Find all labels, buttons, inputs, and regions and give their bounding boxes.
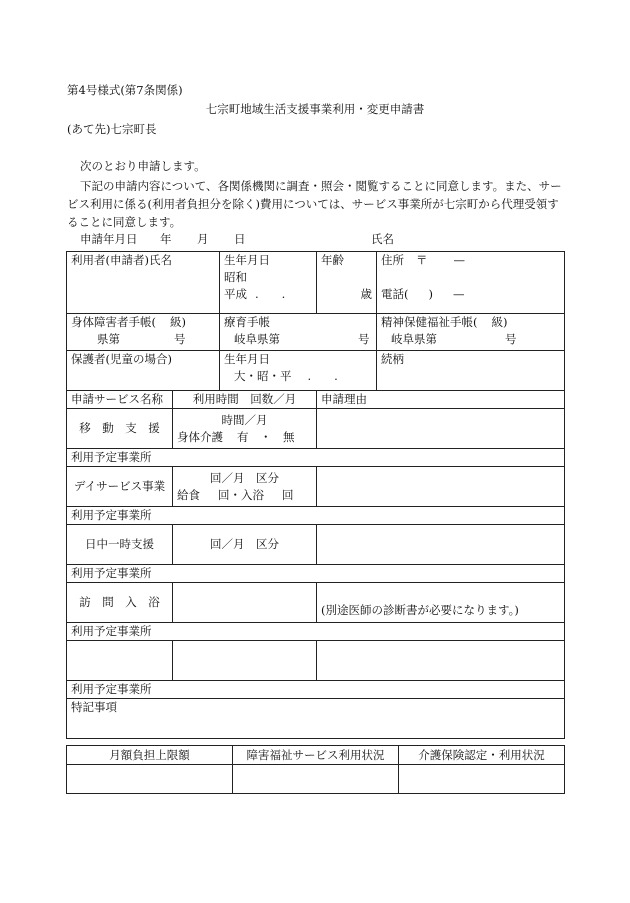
extra-service-reason-cell[interactable]	[317, 641, 565, 681]
form-number: 第4号様式(第7条関係)	[67, 83, 183, 97]
date-label: 申請年月日	[80, 232, 138, 246]
age-unit: 歳	[360, 287, 373, 301]
year-label: 年	[160, 232, 172, 246]
physical-handbook-label: 身体障害者手帳(	[71, 315, 156, 329]
phone-dash: —	[453, 287, 465, 301]
extra-office-row[interactable]	[67, 681, 565, 699]
meal-label: 給食	[177, 487, 200, 502]
era-heisei: 平成	[224, 287, 248, 301]
day-service-reason-cell[interactable]	[317, 467, 565, 507]
birth-date-cell[interactable]	[220, 252, 317, 314]
visiting-bath-name: 訪 問 入 浴	[67, 583, 173, 623]
month-label: 月	[197, 232, 209, 246]
intro-line: 次のとおり申請します。	[80, 159, 206, 173]
physical-num: 号	[174, 332, 186, 346]
mental-grade: 級)	[491, 315, 508, 329]
mental-pref: 岐阜県第	[391, 332, 438, 346]
guardian-birth-label: 生年月日	[224, 352, 271, 366]
consent-text: 下記の申請内容について、各関係機関に調査・照会・閲覧することに同意します。また、サービス利用に係る(利用者負担分を除く)費用については、サービス事業所が七宗町から代理受領することに同意します。	[67, 179, 562, 229]
remarks-cell[interactable]	[67, 699, 565, 739]
phone-close: )	[428, 287, 434, 301]
visiting-bath-reason-cell[interactable]	[317, 583, 565, 623]
monthly-cap-header: 月額負担上限額	[67, 746, 233, 765]
physical-handbook-cell[interactable]	[67, 314, 220, 351]
meal-bath-label: 回・入浴	[218, 487, 264, 502]
bath-office-label: 利用予定事業所	[71, 624, 152, 638]
relation-label: 続柄	[381, 352, 405, 366]
guardian-birth-cell[interactable]	[220, 351, 377, 391]
ryoiku-num: 号	[358, 332, 370, 346]
daytime-office-row[interactable]	[67, 565, 565, 583]
care-insurance-status-header: 介護保険認定・利用状況	[399, 746, 565, 765]
relation-cell[interactable]	[377, 351, 565, 391]
postal-dash: —	[453, 253, 466, 267]
application-table	[66, 251, 565, 739]
daytime-support-name: 日中一時支援	[67, 525, 173, 565]
daytime-count-label: 回／月 区分	[210, 537, 279, 551]
mobility-time-label: 時間／月	[221, 412, 268, 427]
postal-mark: 〒	[416, 253, 428, 267]
form-title: 七宗町地域生活支援事業利用・変更申請書	[205, 102, 425, 116]
bath-office-row[interactable]	[67, 623, 565, 641]
daytime-office-label: 利用予定事業所	[71, 566, 152, 580]
day-service-count-label: 回／月 区分	[210, 470, 279, 485]
physical-grade: 級)	[170, 315, 186, 329]
welfare-service-status-header: 障害福祉サービス利用状況	[233, 746, 399, 765]
visiting-bath-time-cell[interactable]	[173, 583, 317, 623]
extra-office-label: 利用予定事業所	[71, 682, 152, 696]
mobility-care-options: 有 ・ 無	[237, 429, 295, 444]
welfare-service-status-cell[interactable]	[233, 765, 399, 794]
daytime-support-time-cell[interactable]	[173, 525, 317, 565]
address-cell[interactable]	[377, 252, 565, 314]
care-insurance-status-cell[interactable]	[399, 765, 565, 794]
service-time-header: 利用時間 回数／月	[173, 391, 317, 409]
mobility-care-label: 身体介護	[177, 429, 223, 444]
day-label: 日	[234, 232, 246, 246]
phone-label: 電話(	[381, 287, 409, 301]
name-label: 氏名	[371, 232, 394, 246]
applicant-name-label: 利用者(申請者)氏名	[71, 253, 172, 267]
ryoiku-pref: 岐阜県第	[234, 332, 281, 346]
consent-paragraph	[67, 177, 564, 231]
ryoiku-label: 療育手帳	[224, 315, 271, 329]
service-name-header: 申請サービス名称	[67, 391, 173, 409]
applicant-name-cell[interactable]	[67, 252, 220, 314]
mobility-office-row[interactable]	[67, 449, 565, 467]
day-service-office-label: 利用予定事業所	[71, 508, 152, 522]
birth-date-dots: . .	[255, 287, 286, 301]
age-cell[interactable]	[317, 252, 377, 314]
status-table	[66, 745, 565, 794]
mobility-office-label: 利用予定事業所	[71, 450, 152, 464]
service-reason-header: 申請理由	[317, 391, 565, 409]
guardian-dots: . .	[307, 369, 338, 383]
guardian-label: 保護者(児童の場合)	[71, 352, 172, 366]
remarks-label: 特記事項	[71, 700, 117, 714]
guardian-cell[interactable]	[67, 351, 220, 391]
guardian-eras: 大・昭・平	[234, 369, 292, 383]
mental-num: 号	[505, 332, 517, 346]
mental-handbook-cell[interactable]	[377, 314, 565, 351]
address-label: 住所	[381, 253, 405, 267]
ryoiku-handbook-cell[interactable]	[220, 314, 377, 351]
daytime-reason-cell[interactable]	[317, 525, 565, 565]
extra-service-time-cell[interactable]	[173, 641, 317, 681]
mobility-reason-cell[interactable]	[317, 409, 565, 449]
mental-label: 精神保健福祉手帳(	[381, 315, 478, 329]
day-service-name: デイサービス事業	[67, 467, 173, 507]
extra-service-name-cell[interactable]	[67, 641, 173, 681]
monthly-cap-cell[interactable]	[67, 765, 233, 794]
application-date-row	[80, 231, 394, 247]
era-showa: 昭和	[224, 270, 248, 284]
physical-pref: 県第	[97, 332, 120, 346]
doctor-certificate-note: (別途医師の診断書が必要になります。)	[321, 603, 519, 617]
mobility-time-cell[interactable]	[173, 409, 317, 449]
birth-date-label: 生年月日	[224, 253, 271, 267]
day-service-office-row[interactable]	[67, 507, 565, 525]
day-service-time-cell[interactable]	[173, 467, 317, 507]
mobility-support-name: 移 動 支 援	[67, 409, 173, 449]
bath-count-label: 回	[282, 487, 294, 502]
age-label: 年齢	[321, 253, 345, 267]
addressee: (あて先)七宗町長	[67, 122, 157, 136]
